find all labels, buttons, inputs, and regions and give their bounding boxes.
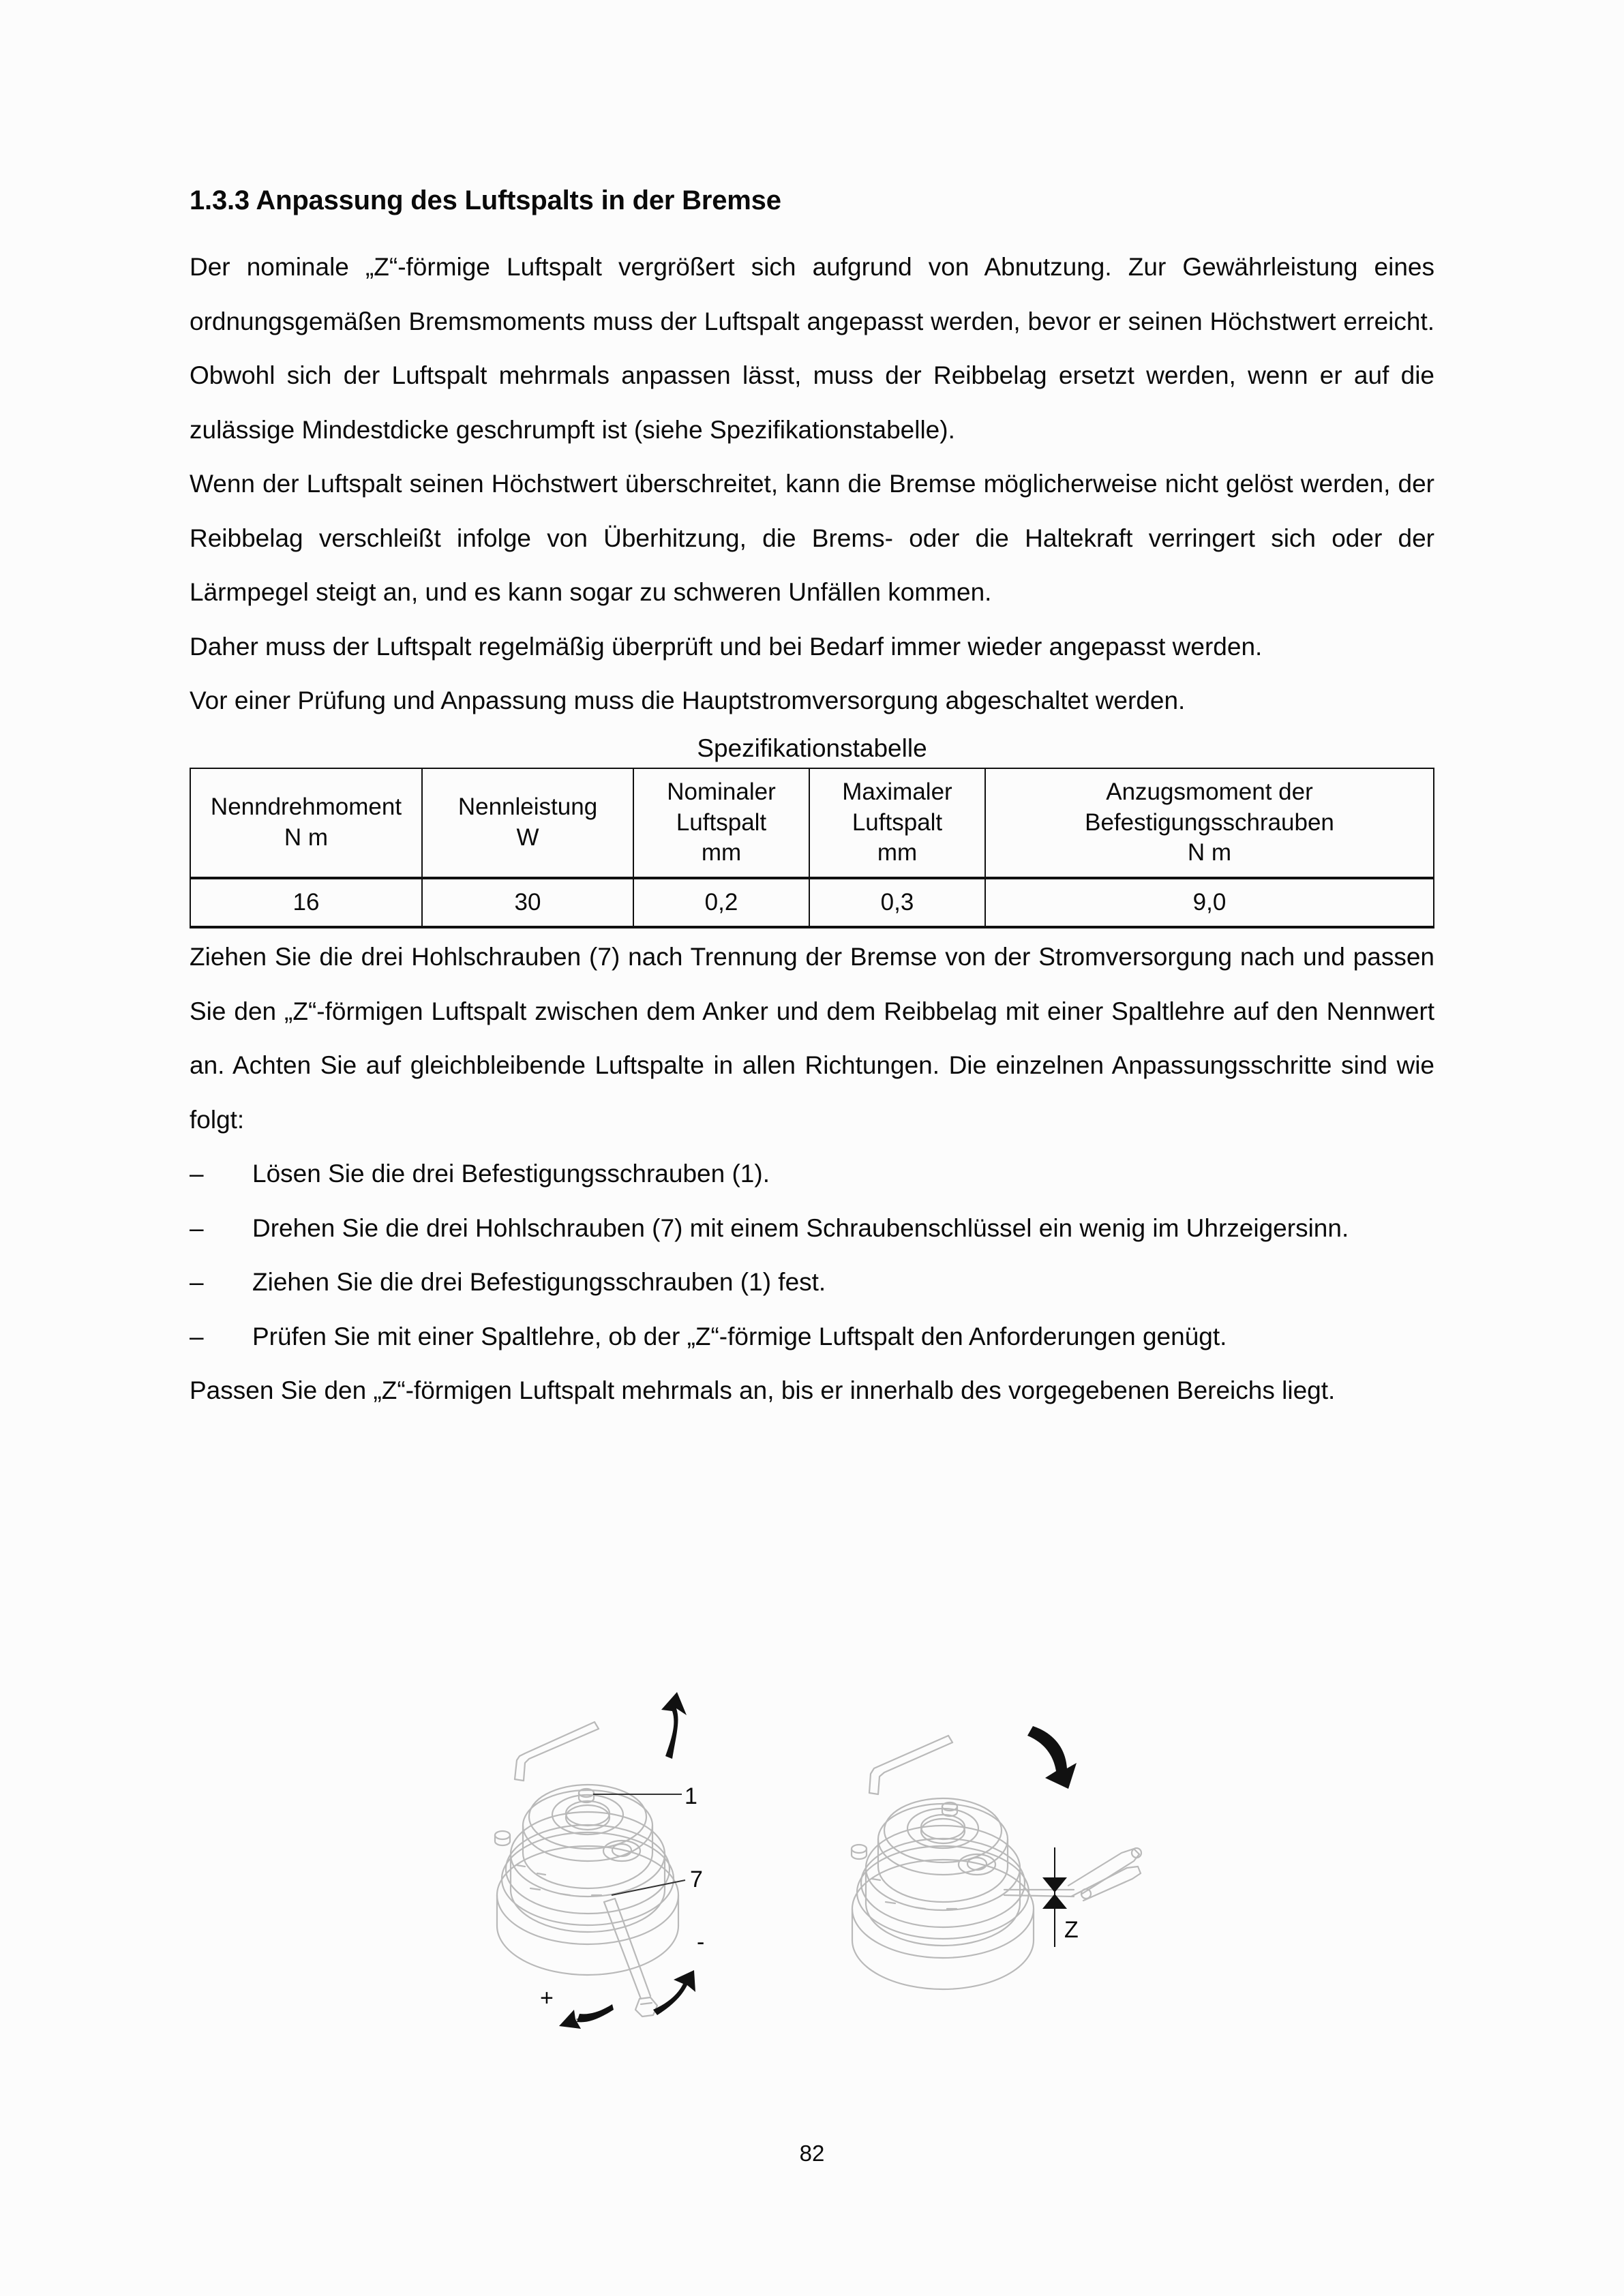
figure-group [0,1691,1624,2113]
table-header-row [190,768,1434,878]
paragraph-1: Der nominale „Z“-förmige Luftspalt vergrößert sich aufgrund von Abnutzung. Zur Gewährleistung eines ordnungsgemäßen Bremsmoments muss der Luftspalt angepasst werden, bevor er seinen Höchstwert erreicht. Obwohl sich der Luftspalt mehrmals anpassen lässt, muss der Reibbelag ersetzt werden, wenn er auf die zulässige Mindestdicke geschrumpft ist (siehe Spezifikationstabelle). [190,253,1434,444]
header-name-line1: Anzugsmoment der [1106,778,1313,805]
page-content [190,184,1434,1418]
spec-table-caption: Spezifikationstabelle [697,734,927,762]
paragraph-4: Vor einer Prüfung und Anpassung muss die Hauptstromversorgung abgeschaltet werden. [190,686,1186,715]
table-header-cell-nenndrehmoment [190,768,422,878]
rotation-arrow-top [661,1692,687,1759]
list-bullet-dash: – [190,1268,204,1297]
header-name-line2: Luftspalt [852,809,943,836]
rotation-arrow-down [1027,1726,1077,1789]
header-name-line1: Nominaler [667,778,776,805]
figure-gap-measurement [828,1697,1162,2083]
list-item-label: Ziehen Sie die drei Befestigungsschrauben (1) fest. [252,1268,826,1297]
rotation-arrow-plus [559,2004,614,2029]
callout-label-1: 1 [685,1783,697,1809]
specification-table [190,768,1434,928]
table-cell-nennleistung: 30 [422,878,633,927]
table-cell-nenndrehmoment: 16 [190,878,422,927]
sign-minus-label: - [697,1929,705,1955]
closing-paragraph: Passen Sie den „Z“-förmigen Luftspalt mehrmals an, bis er innerhalb des vorgegebenen Bereichs liegt. [190,1376,1336,1405]
list-item [190,1201,1434,1256]
table-cell-anzugsmoment: 9,0 [985,878,1434,927]
header-name: Nennleistung [457,794,598,821]
header-unit: mm [877,839,918,866]
paragraph-after-table: Ziehen Sie die drei Hohlschrauben (7) nach Trennung der Bremse von der Stromversorgung nach und passen Sie den „Z“-förmigen Luftspalt zwischen dem Anker und dem Reibbelag mit einer Spaltlehre auf den Nennwert an. Achten Sie auf gleichbleibende Luftspalte in allen Richtungen. Die einzelnen Anpassungsschritte sind wie folgt: [190,943,1434,1134]
table-header-cell-maximaler-luftspalt [809,768,985,878]
header-unit: N m [284,824,329,851]
list-bullet-dash: – [190,1160,204,1188]
callout-label-7: 7 [690,1867,703,1892]
list-bullet-dash: – [190,1213,204,1242]
header-unit: mm [701,839,742,866]
list-item-label: Lösen Sie die drei Befestigungsschrauben (1). [252,1160,770,1188]
paragraph-3: Daher muss der Luftspalt regelmäßig überprüft und bei Bedarf immer wieder angepasst werden. [190,632,1263,661]
page-title: 1.3.3 Anpassung des Luftspalts in der Bremse [190,185,781,215]
procedure-steps-list [190,1147,1434,1363]
page-number: 82 [799,2141,825,2166]
table-cell-maximaler-luftspalt: 0,3 [809,878,985,927]
header-unit: W [516,824,539,851]
header-name-line1: Maximaler [842,778,952,805]
list-item [190,1310,1434,1364]
list-item [190,1147,1434,1201]
table-header-cell-nennleistung [422,768,633,878]
paragraph-2: Wenn der Luftspalt seinen Höchstwert überschreitet, kann die Bremse möglicherweise nicht gelöst werden, der Reibbelag verschleißt infolge von Überhitzung, die Brems- oder die Haltekraft verringert sich oder der Lärmpegel steigt an, und es kann sogar zu schweren Unfällen kommen. [190,470,1434,607]
rotation-arrow-minus [653,1970,695,2015]
gap-label-z: Z [1064,1917,1079,1943]
table-header-cell-anzugsmoment [985,768,1434,878]
list-item-label: Prüfen Sie mit einer Spaltlehre, ob der „Z“-förmige Luftspalt den Anforderungen genügt. [252,1322,1227,1350]
list-item [190,1255,1434,1310]
table-row [190,878,1434,927]
brake-adjustment-drawing [477,1691,832,2100]
header-name-line2: Befestigungsschrauben [1085,809,1334,836]
sign-plus-label: + [540,1985,554,2011]
table-cell-nominaler-luftspalt: 0,2 [633,878,809,927]
header-unit: N m [1187,839,1232,866]
list-bullet-dash: – [190,1322,204,1350]
header-name-line2: Luftspalt [676,809,767,836]
list-item-label: Drehen Sie die drei Hohlschrauben (7) mit einem Schraubenschlüssel ein wenig im Uhrzeigersinn. [252,1213,1349,1242]
table-header-cell-nominaler-luftspalt [633,768,809,878]
gap-measurement-drawing [828,1697,1162,2079]
figure-brake-adjustment [477,1691,832,2103]
header-name: Nenndrehmoment [210,794,402,821]
